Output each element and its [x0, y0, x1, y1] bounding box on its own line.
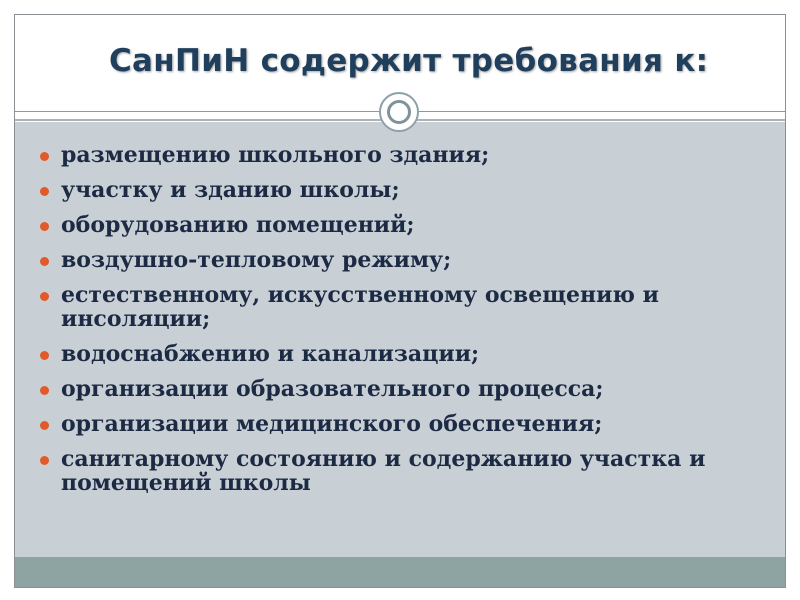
list-item [37, 447, 777, 495]
list-item-text: размещению школьного здания; [61, 142, 490, 168]
list-item [37, 178, 777, 202]
list-item-text: воздушно-тепловому режиму; [61, 247, 452, 273]
list-item [37, 143, 777, 167]
bullet-icon [40, 456, 49, 465]
footer-band [15, 557, 785, 587]
decorative-circle-icon [379, 92, 419, 132]
list-item [37, 213, 777, 237]
bullet-icon [40, 222, 49, 231]
list-item-text: санитарному состоянию и содержанию участка и помещений школы [61, 446, 706, 496]
list-item-text: водоснабжению и канализации; [61, 341, 480, 367]
list-item [37, 283, 777, 331]
list-item-text: организации медицинского обеспечения; [61, 411, 603, 437]
list-item-text: участку и зданию школы; [61, 177, 400, 203]
list-item [37, 377, 777, 401]
list-item-text: оборудованию помещений; [61, 212, 415, 238]
list-item [37, 412, 777, 436]
list-item [37, 248, 777, 272]
slide [14, 14, 786, 588]
bullet-icon [40, 187, 49, 196]
bullet-icon [40, 351, 49, 360]
footer-spacer [15, 543, 785, 557]
slide-title: СанПиН содержит требования к: [109, 43, 709, 79]
bullet-icon [40, 257, 49, 266]
bullet-icon [40, 386, 49, 395]
bullet-icon [40, 152, 49, 161]
list-item-text: организации образовательного процесса; [61, 376, 604, 402]
requirements-list [37, 143, 777, 506]
list-item-text: естественному, искусственному освещению и инсоляции; [61, 282, 659, 332]
list-item [37, 342, 777, 366]
bullet-icon [40, 292, 49, 301]
bullet-icon [40, 421, 49, 430]
decorative-ring [387, 100, 411, 124]
